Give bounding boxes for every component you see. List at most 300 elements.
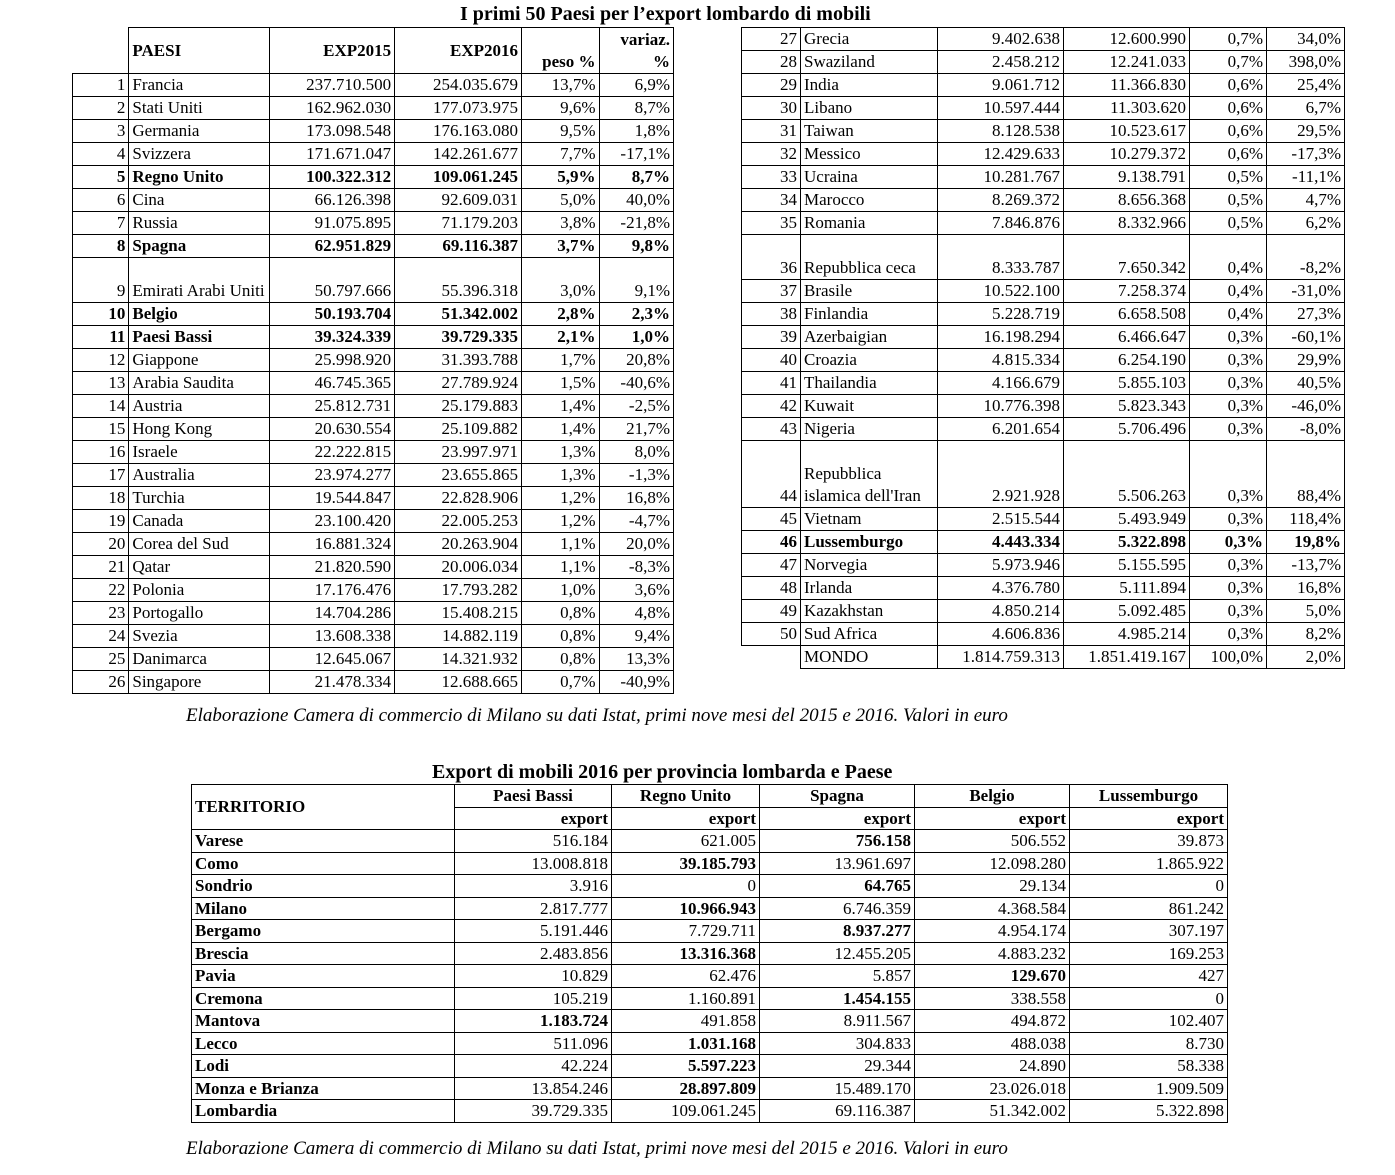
table-row	[73, 510, 674, 533]
variaz-cell: 8,7%	[599, 166, 674, 189]
province-row	[192, 852, 1228, 875]
exp2015-cell: 162.962.030	[270, 97, 395, 120]
table-row	[742, 143, 1345, 166]
export-value: 105.219	[455, 987, 612, 1010]
table2-title: Export di mobili 2016 per provincia lombarda e Paese	[432, 761, 893, 783]
peso-cell: 1,2%	[521, 487, 599, 510]
table-row	[73, 303, 674, 326]
export-value: 51.342.002	[915, 1100, 1070, 1123]
exp2016-cell: 5.111.894	[1064, 577, 1190, 600]
rank-cell: 22	[73, 579, 129, 602]
rank-cell: 21	[73, 556, 129, 579]
variaz-cell: -1,3%	[599, 464, 674, 487]
table-row	[73, 120, 674, 143]
variaz-cell: 20,8%	[599, 349, 674, 372]
peso-cell: 0,3%	[1190, 441, 1267, 508]
variaz-cell: -21,8%	[599, 212, 674, 235]
export-value: 307.197	[1070, 920, 1228, 943]
exp2016-cell: 8.332.966	[1064, 212, 1190, 235]
variaz-cell: -40,6%	[599, 372, 674, 395]
header-blank	[73, 28, 129, 74]
header-export: export	[612, 807, 760, 830]
province-row	[192, 942, 1228, 965]
country-cell: Kuwait	[801, 395, 938, 418]
header-country: Belgio	[915, 785, 1070, 808]
exp2015-cell: 16.881.324	[270, 533, 395, 556]
province-row	[192, 1032, 1228, 1055]
export-value: 1.865.922	[1070, 852, 1228, 875]
export-value: 10.966.943	[612, 897, 760, 920]
country-cell: Austria	[129, 395, 270, 418]
exp2016-cell: 6.658.508	[1064, 303, 1190, 326]
country-cell: Kazakhstan	[801, 600, 938, 623]
exp2016-cell: 12.688.665	[395, 671, 522, 694]
export-value: 12.098.280	[915, 852, 1070, 875]
export-value: 8.937.277	[760, 920, 915, 943]
rank-cell: 4	[73, 143, 129, 166]
exp2015-cell: 4.606.836	[938, 623, 1064, 646]
peso-cell: 3,8%	[521, 212, 599, 235]
variaz-cell: -17,1%	[599, 143, 674, 166]
exp2016-cell: 39.729.335	[395, 326, 522, 349]
country-cell: Svezia	[129, 625, 270, 648]
exp2015-cell: 10.522.100	[938, 280, 1064, 303]
country-cell: Canada	[129, 510, 270, 533]
country-cell: Singapore	[129, 671, 270, 694]
exp2015-cell: 62.951.829	[270, 235, 395, 258]
export-value: 0	[612, 875, 760, 898]
header-country: Spagna	[760, 785, 915, 808]
peso-cell: 0,4%	[1190, 303, 1267, 326]
exp2015-cell: 17.176.476	[270, 579, 395, 602]
variaz-cell: 40,0%	[599, 189, 674, 212]
province-name: Pavia	[192, 965, 455, 988]
table-row	[742, 212, 1345, 235]
header-variaz: variaz. %	[599, 28, 674, 74]
country-cell: Spagna	[129, 235, 270, 258]
variaz-cell: 118,4%	[1267, 508, 1345, 531]
export-value: 1.909.509	[1070, 1077, 1228, 1100]
peso-cell: 0,3%	[1190, 623, 1267, 646]
rank-cell: 15	[73, 418, 129, 441]
export-value: 861.242	[1070, 897, 1228, 920]
province-row	[192, 1077, 1228, 1100]
country-cell: Taiwan	[801, 120, 938, 143]
variaz-cell: -8,2%	[1267, 235, 1345, 280]
province-row	[192, 1010, 1228, 1033]
variaz-cell: -46,0%	[1267, 395, 1345, 418]
table-row	[73, 556, 674, 579]
table-row	[73, 97, 674, 120]
variaz-cell: 16,8%	[599, 487, 674, 510]
export-value: 4.883.232	[915, 942, 1070, 965]
country-cell: Corea del Sud	[129, 533, 270, 556]
country-cell: Giappone	[129, 349, 270, 372]
country-cell: Germania	[129, 120, 270, 143]
export-value: 23.026.018	[915, 1077, 1070, 1100]
export-value: 5.857	[760, 965, 915, 988]
export-value: 2.817.777	[455, 897, 612, 920]
variaz-cell: 4,7%	[1267, 189, 1345, 212]
exp2015-cell: 5.228.719	[938, 303, 1064, 326]
exp2015-cell: 21.820.590	[270, 556, 395, 579]
exp2016-cell: 176.163.080	[395, 120, 522, 143]
country-cell: Francia	[129, 74, 270, 97]
country-cell: Portogallo	[129, 602, 270, 625]
export-table-left	[72, 27, 674, 694]
country-cell: Nigeria	[801, 418, 938, 441]
variaz-cell: 9,4%	[599, 625, 674, 648]
exp2016-cell: 254.035.679	[395, 74, 522, 97]
province-export-table	[191, 784, 1228, 1123]
exp2015-cell: 21.478.334	[270, 671, 395, 694]
country-cell: Ucraina	[801, 166, 938, 189]
country-cell: Grecia	[801, 28, 938, 51]
exp2016-cell: 71.179.203	[395, 212, 522, 235]
country-cell: Thailandia	[801, 372, 938, 395]
export-value: 6.746.359	[760, 897, 915, 920]
table-row	[73, 533, 674, 556]
province-row	[192, 965, 1228, 988]
rank-cell: 10	[73, 303, 129, 326]
country-cell: Belgio	[129, 303, 270, 326]
peso-cell: 0,5%	[1190, 212, 1267, 235]
exp2015-cell: 4.376.780	[938, 577, 1064, 600]
country-cell: Arabia Saudita	[129, 372, 270, 395]
peso-cell: 0,3%	[1190, 577, 1267, 600]
peso-cell: 1,4%	[521, 418, 599, 441]
export-value: 69.116.387	[760, 1100, 915, 1123]
rank-cell: 26	[73, 671, 129, 694]
peso-cell: 0,3%	[1190, 600, 1267, 623]
exp2016-cell: 10.523.617	[1064, 120, 1190, 143]
variaz-cell: 21,7%	[599, 418, 674, 441]
exp2016-cell: 69.116.387	[395, 235, 522, 258]
export-value: 42.224	[455, 1055, 612, 1078]
table-row	[742, 577, 1345, 600]
variaz-cell: 88,4%	[1267, 441, 1345, 508]
exp2016-cell: 92.609.031	[395, 189, 522, 212]
variaz-cell: -17,3%	[1267, 143, 1345, 166]
table-row	[742, 28, 1345, 51]
rank-cell: 50	[742, 623, 801, 646]
rank-cell: 19	[73, 510, 129, 533]
exp2016-cell: 55.396.318	[395, 258, 522, 303]
variaz-cell: -11,1%	[1267, 166, 1345, 189]
rank-cell: 16	[73, 441, 129, 464]
exp2016-cell: 23.655.865	[395, 464, 522, 487]
rank-cell: 11	[73, 326, 129, 349]
variaz-cell: 3,6%	[599, 579, 674, 602]
export-value: 8.730	[1070, 1032, 1228, 1055]
export-value: 506.552	[915, 830, 1070, 853]
export-value: 39.185.793	[612, 852, 760, 875]
peso-cell: 0,3%	[1190, 326, 1267, 349]
province-name: Lecco	[192, 1032, 455, 1055]
rank-cell: 7	[73, 212, 129, 235]
rank-cell: 23	[73, 602, 129, 625]
export-value: 0	[1070, 875, 1228, 898]
exp2015-cell: 46.745.365	[270, 372, 395, 395]
province-name: Como	[192, 852, 455, 875]
variaz-cell: 34,0%	[1267, 28, 1345, 51]
exp2015-cell: 23.100.420	[270, 510, 395, 533]
table-row	[73, 326, 674, 349]
table-row	[742, 326, 1345, 349]
exp2016-cell: 8.656.368	[1064, 189, 1190, 212]
variaz-cell: 25,4%	[1267, 74, 1345, 97]
country-cell: Marocco	[801, 189, 938, 212]
exp2015-cell: 6.201.654	[938, 418, 1064, 441]
variaz-cell: 29,5%	[1267, 120, 1345, 143]
variaz-cell: 1,8%	[599, 120, 674, 143]
total-peso: 100,0%	[1190, 646, 1267, 669]
exp2016-cell: 9.138.791	[1064, 166, 1190, 189]
peso-cell: 5,9%	[521, 166, 599, 189]
export-value: 13.008.818	[455, 852, 612, 875]
peso-cell: 1,3%	[521, 441, 599, 464]
table-row	[742, 189, 1345, 212]
rank-cell: 9	[73, 258, 129, 303]
country-cell: Norvegia	[801, 554, 938, 577]
variaz-cell: 4,8%	[599, 602, 674, 625]
rank-cell: 43	[742, 418, 801, 441]
exp2015-cell: 22.222.815	[270, 441, 395, 464]
exp2016-cell: 5.823.343	[1064, 395, 1190, 418]
exp2015-cell: 8.269.372	[938, 189, 1064, 212]
table-row	[742, 441, 1345, 508]
province-name: Monza e Brianza	[192, 1077, 455, 1100]
variaz-cell: 6,9%	[599, 74, 674, 97]
exp2015-cell: 66.126.398	[270, 189, 395, 212]
export-value: 13.316.368	[612, 942, 760, 965]
exp2015-cell: 14.704.286	[270, 602, 395, 625]
variaz-cell: 6,7%	[1267, 97, 1345, 120]
table2-caption: Elaborazione Camera di commercio di Milano su dati Istat, primi nove mesi del 2015 e 2016. Valori in euro	[186, 1138, 1008, 1159]
exp2016-cell: 6.254.190	[1064, 349, 1190, 372]
table-row	[742, 97, 1345, 120]
export-value: 511.096	[455, 1032, 612, 1055]
rank-cell: 24	[73, 625, 129, 648]
rank-cell: 47	[742, 554, 801, 577]
export-value: 39.873	[1070, 830, 1228, 853]
variaz-cell: 8,7%	[599, 97, 674, 120]
total-variaz: 2,0%	[1267, 646, 1345, 669]
country-cell: Svizzera	[129, 143, 270, 166]
export-value: 13.854.246	[455, 1077, 612, 1100]
peso-cell: 0,3%	[1190, 395, 1267, 418]
variaz-cell: 5,0%	[1267, 600, 1345, 623]
table-row	[742, 372, 1345, 395]
exp2015-cell: 50.193.704	[270, 303, 395, 326]
header-export: export	[1070, 807, 1228, 830]
exp2016-cell: 5.855.103	[1064, 372, 1190, 395]
peso-cell: 0,3%	[1190, 554, 1267, 577]
province-row	[192, 875, 1228, 898]
exp2015-cell: 20.630.554	[270, 418, 395, 441]
country-cell: Qatar	[129, 556, 270, 579]
peso-cell: 5,0%	[521, 189, 599, 212]
peso-cell: 9,6%	[521, 97, 599, 120]
rank-cell: 49	[742, 600, 801, 623]
peso-cell: 0,8%	[521, 648, 599, 671]
variaz-cell: 9,8%	[599, 235, 674, 258]
table-row	[73, 212, 674, 235]
country-cell: Regno Unito	[129, 166, 270, 189]
country-cell: Azerbaigian	[801, 326, 938, 349]
variaz-cell: 20,0%	[599, 533, 674, 556]
peso-cell: 2,1%	[521, 326, 599, 349]
rank-cell: 13	[73, 372, 129, 395]
rank-cell: 31	[742, 120, 801, 143]
table-row	[742, 531, 1345, 554]
export-value: 62.476	[612, 965, 760, 988]
export-value: 756.158	[760, 830, 915, 853]
peso-cell: 0,8%	[521, 625, 599, 648]
country-cell: Brasile	[801, 280, 938, 303]
table1-caption: Elaborazione Camera di commercio di Milano su dati Istat, primi nove mesi del 2015 e 2016. Valori in euro	[186, 705, 1008, 726]
exp2015-cell: 4.166.679	[938, 372, 1064, 395]
exp2015-cell: 19.544.847	[270, 487, 395, 510]
export-value: 13.961.697	[760, 852, 915, 875]
table-row	[742, 51, 1345, 74]
header-exp2015: EXP2015	[270, 28, 395, 74]
header-export: export	[915, 807, 1070, 830]
table-row	[742, 600, 1345, 623]
exp2015-cell: 2.458.212	[938, 51, 1064, 74]
peso-cell: 0,7%	[1190, 28, 1267, 51]
peso-cell: 0,3%	[1190, 349, 1267, 372]
exp2016-cell: 22.005.253	[395, 510, 522, 533]
export-value: 488.038	[915, 1032, 1070, 1055]
exp2016-cell: 12.241.033	[1064, 51, 1190, 74]
exp2016-cell: 5.155.595	[1064, 554, 1190, 577]
rank-cell: 5	[73, 166, 129, 189]
peso-cell: 1,1%	[521, 533, 599, 556]
peso-cell: 0,6%	[1190, 143, 1267, 166]
country-cell: Paesi Bassi	[129, 326, 270, 349]
peso-cell: 1,1%	[521, 556, 599, 579]
exp2016-cell: 5.092.485	[1064, 600, 1190, 623]
exp2015-cell: 25.812.731	[270, 395, 395, 418]
total-exp2016: 1.851.419.167	[1064, 646, 1190, 669]
peso-cell: 1,2%	[521, 510, 599, 533]
country-cell: Sud Africa	[801, 623, 938, 646]
export-value: 1.160.891	[612, 987, 760, 1010]
export-value: 1.454.155	[760, 987, 915, 1010]
export-value: 8.911.567	[760, 1010, 915, 1033]
export-value: 29.134	[915, 875, 1070, 898]
table-row	[742, 349, 1345, 372]
country-cell: Australia	[129, 464, 270, 487]
export-value: 5.597.223	[612, 1055, 760, 1078]
total-row	[742, 646, 1345, 669]
country-cell: Irlanda	[801, 577, 938, 600]
exp2016-cell: 5.322.898	[1064, 531, 1190, 554]
export-value: 4.954.174	[915, 920, 1070, 943]
table-row	[73, 648, 674, 671]
variaz-cell: -60,1%	[1267, 326, 1345, 349]
exp2015-cell: 171.671.047	[270, 143, 395, 166]
table-row	[742, 74, 1345, 97]
rank-cell: 34	[742, 189, 801, 212]
export-value: 338.558	[915, 987, 1070, 1010]
rank-cell: 45	[742, 508, 801, 531]
exp2016-cell: 109.061.245	[395, 166, 522, 189]
exp2016-cell: 27.789.924	[395, 372, 522, 395]
exp2016-cell: 20.006.034	[395, 556, 522, 579]
rank-cell: 38	[742, 303, 801, 326]
country-cell: Lussemburgo	[801, 531, 938, 554]
export-value: 7.729.711	[612, 920, 760, 943]
exp2015-cell: 4.815.334	[938, 349, 1064, 372]
rank-cell: 18	[73, 487, 129, 510]
exp2015-cell: 23.974.277	[270, 464, 395, 487]
rank-cell: 37	[742, 280, 801, 303]
country-cell: Repubblica ceca	[801, 235, 938, 280]
exp2015-cell: 12.429.633	[938, 143, 1064, 166]
exp2015-cell: 8.128.538	[938, 120, 1064, 143]
exp2015-cell: 8.333.787	[938, 235, 1064, 280]
peso-cell: 3,0%	[521, 258, 599, 303]
country-cell: Cina	[129, 189, 270, 212]
table-row	[742, 418, 1345, 441]
header-country: Regno Unito	[612, 785, 760, 808]
rank-cell: 27	[742, 28, 801, 51]
export-value: 494.872	[915, 1010, 1070, 1033]
rank-cell: 48	[742, 577, 801, 600]
exp2015-cell: 7.846.876	[938, 212, 1064, 235]
country-cell: Croazia	[801, 349, 938, 372]
peso-cell: 0,8%	[521, 602, 599, 625]
exp2016-cell: 17.793.282	[395, 579, 522, 602]
export-value: 5.191.446	[455, 920, 612, 943]
exp2016-cell: 25.109.882	[395, 418, 522, 441]
table-row	[742, 303, 1345, 326]
variaz-cell: 16,8%	[1267, 577, 1345, 600]
peso-cell: 3,7%	[521, 235, 599, 258]
rank-cell: 30	[742, 97, 801, 120]
peso-cell: 0,4%	[1190, 280, 1267, 303]
exp2016-cell: 177.073.975	[395, 97, 522, 120]
country-cell: Messico	[801, 143, 938, 166]
peso-cell: 0,6%	[1190, 120, 1267, 143]
table-row	[73, 625, 674, 648]
variaz-cell: 1,0%	[599, 326, 674, 349]
exp2016-cell: 142.261.677	[395, 143, 522, 166]
table-row	[73, 189, 674, 212]
rank-cell: 29	[742, 74, 801, 97]
peso-cell: 1,5%	[521, 372, 599, 395]
country-cell: Vietnam	[801, 508, 938, 531]
variaz-cell: 8,2%	[1267, 623, 1345, 646]
country-cell: Swaziland	[801, 51, 938, 74]
country-cell: Stati Uniti	[129, 97, 270, 120]
variaz-cell: -31,0%	[1267, 280, 1345, 303]
rank-cell: 25	[73, 648, 129, 671]
exp2016-cell: 11.366.830	[1064, 74, 1190, 97]
export-value: 15.489.170	[760, 1077, 915, 1100]
table-row	[73, 258, 674, 303]
exp2016-cell: 14.882.119	[395, 625, 522, 648]
table-row	[73, 395, 674, 418]
total-exp2015: 1.814.759.313	[938, 646, 1064, 669]
table-row	[73, 372, 674, 395]
table-row	[73, 441, 674, 464]
exp2015-cell: 25.998.920	[270, 349, 395, 372]
peso-cell: 0,6%	[1190, 97, 1267, 120]
exp2016-cell: 25.179.883	[395, 395, 522, 418]
